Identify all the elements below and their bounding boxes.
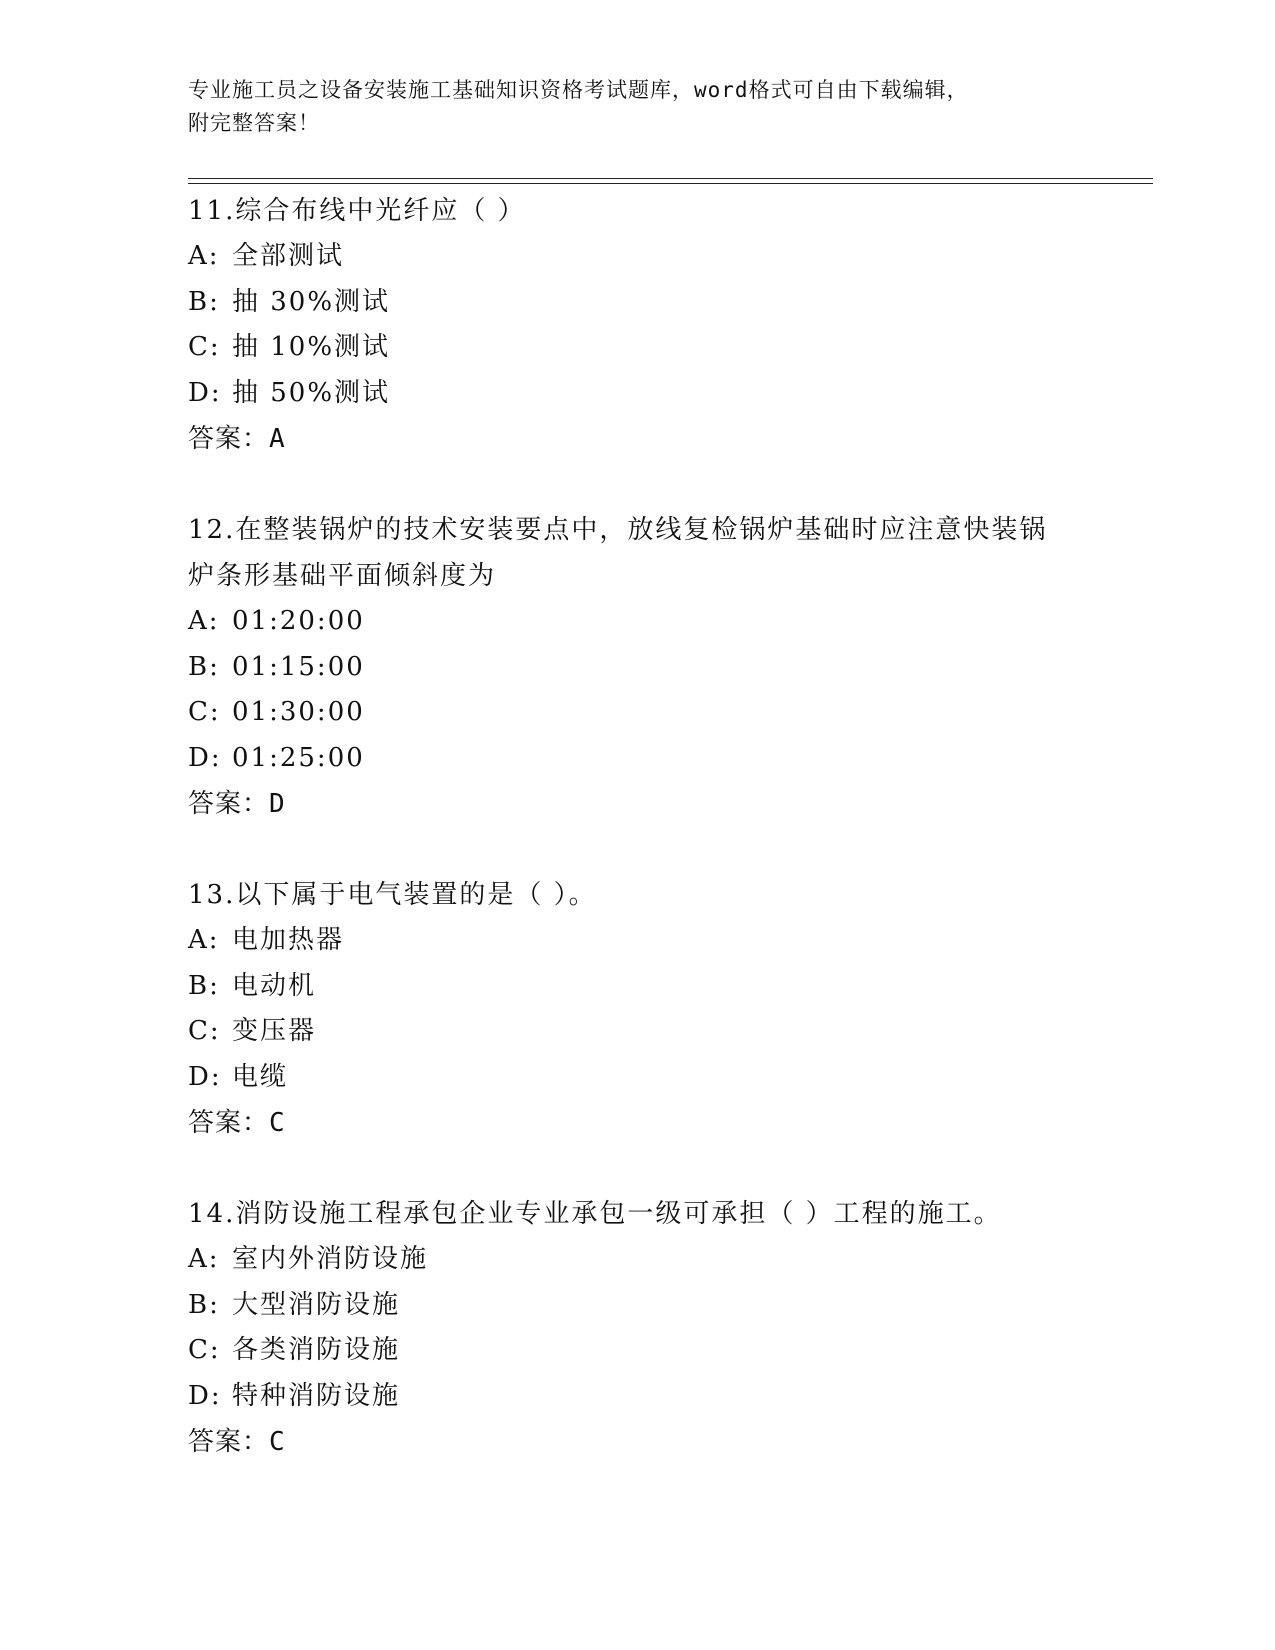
question-text bbox=[188, 188, 1153, 234]
answer-value: A bbox=[269, 424, 286, 454]
option-key: A: bbox=[188, 606, 220, 636]
option-key: C: bbox=[188, 697, 221, 727]
answer-line bbox=[188, 1419, 1153, 1465]
question-number: 12. bbox=[188, 515, 236, 545]
option-c bbox=[188, 690, 1153, 736]
option-a bbox=[188, 1237, 1153, 1283]
question-number: 11. bbox=[188, 196, 236, 226]
answer-value: C bbox=[269, 1108, 286, 1138]
option-a bbox=[188, 918, 1153, 964]
option-d bbox=[188, 1374, 1153, 1420]
option-b bbox=[188, 645, 1153, 691]
answer-value: D bbox=[269, 789, 286, 819]
option-text: 01:15:00 bbox=[232, 651, 365, 682]
question-text bbox=[188, 507, 1068, 599]
question-12 bbox=[188, 507, 1153, 827]
answer-label: 答案： bbox=[188, 424, 270, 454]
option-text: 大型消防设施 bbox=[232, 1289, 401, 1320]
header-divider-bottom bbox=[188, 183, 1153, 184]
question-number: 14. bbox=[188, 1199, 236, 1229]
option-b bbox=[188, 964, 1153, 1010]
option-b bbox=[188, 280, 1153, 326]
question-14 bbox=[188, 1191, 1153, 1465]
option-text: 01:30:00 bbox=[232, 697, 365, 727]
answer-line bbox=[188, 1100, 1153, 1146]
option-text: 抽 10%测试 bbox=[232, 332, 391, 362]
question-stem: 在整装锅炉的技术安装要点中，放线复检锅炉基础时应注意快装锅炉条形基础平面倾斜度为 bbox=[188, 515, 1048, 591]
question-stem: 以下属于电气装置的是（ ）。 bbox=[235, 880, 597, 910]
question-13 bbox=[188, 872, 1153, 1146]
option-d bbox=[188, 1055, 1153, 1101]
option-c bbox=[188, 1328, 1153, 1374]
header-divider-top bbox=[188, 178, 1153, 179]
option-key: D: bbox=[188, 742, 222, 773]
option-key: B: bbox=[188, 970, 220, 1001]
option-key: D: bbox=[188, 1380, 222, 1411]
answer-label: 答案： bbox=[188, 1427, 270, 1457]
option-text: 各类消防设施 bbox=[232, 1335, 401, 1365]
option-a bbox=[188, 599, 1153, 645]
question-list bbox=[188, 188, 1153, 1510]
option-text: 特种消防设施 bbox=[232, 1380, 401, 1411]
question-stem: 消防设施工程承包企业专业承包一级可承担（ ）工程的施工。 bbox=[235, 1199, 1002, 1229]
question-text bbox=[188, 872, 1153, 918]
option-c bbox=[188, 1009, 1153, 1055]
option-text: 室内外消防设施 bbox=[232, 1244, 429, 1274]
answer-value: C bbox=[269, 1427, 286, 1457]
option-key: A: bbox=[188, 241, 220, 271]
option-key: C: bbox=[188, 1016, 221, 1046]
option-text: 变压器 bbox=[232, 1016, 317, 1046]
option-key: A: bbox=[188, 1244, 220, 1274]
option-key: D: bbox=[188, 1061, 222, 1092]
option-text: 电加热器 bbox=[232, 925, 345, 955]
option-key: D: bbox=[188, 377, 222, 408]
answer-line bbox=[188, 781, 1153, 827]
document-header bbox=[188, 74, 1068, 140]
option-text: 电缆 bbox=[232, 1061, 289, 1092]
option-text: 全部测试 bbox=[232, 241, 345, 271]
option-key: B: bbox=[188, 286, 220, 317]
option-key: C: bbox=[188, 1335, 221, 1365]
option-d bbox=[188, 736, 1153, 782]
option-d bbox=[188, 371, 1153, 417]
option-text: 抽 30%测试 bbox=[232, 286, 391, 317]
option-b bbox=[188, 1283, 1153, 1329]
option-a bbox=[188, 234, 1153, 280]
option-key: B: bbox=[188, 1289, 220, 1320]
option-key: B: bbox=[188, 651, 220, 682]
header-line-2: 附完整答案！ bbox=[188, 111, 320, 135]
answer-label: 答案： bbox=[188, 789, 270, 819]
question-stem: 综合布线中光纤应（ ） bbox=[235, 196, 526, 226]
option-text: 01:20:00 bbox=[232, 606, 365, 636]
option-c bbox=[188, 325, 1153, 371]
option-text: 01:25:00 bbox=[232, 742, 365, 773]
question-text bbox=[188, 1191, 1153, 1237]
answer-label: 答案： bbox=[188, 1108, 270, 1138]
answer-line bbox=[188, 416, 1153, 462]
question-number: 13. bbox=[188, 880, 236, 910]
option-key: A: bbox=[188, 925, 220, 955]
option-key: C: bbox=[188, 332, 221, 362]
option-text: 抽 50%测试 bbox=[232, 377, 391, 408]
option-text: 电动机 bbox=[232, 970, 317, 1001]
header-line-1: 专业施工员之设备安装施工基础知识资格考试题库，word格式可自由下载编辑， bbox=[188, 78, 969, 102]
question-11 bbox=[188, 188, 1153, 462]
